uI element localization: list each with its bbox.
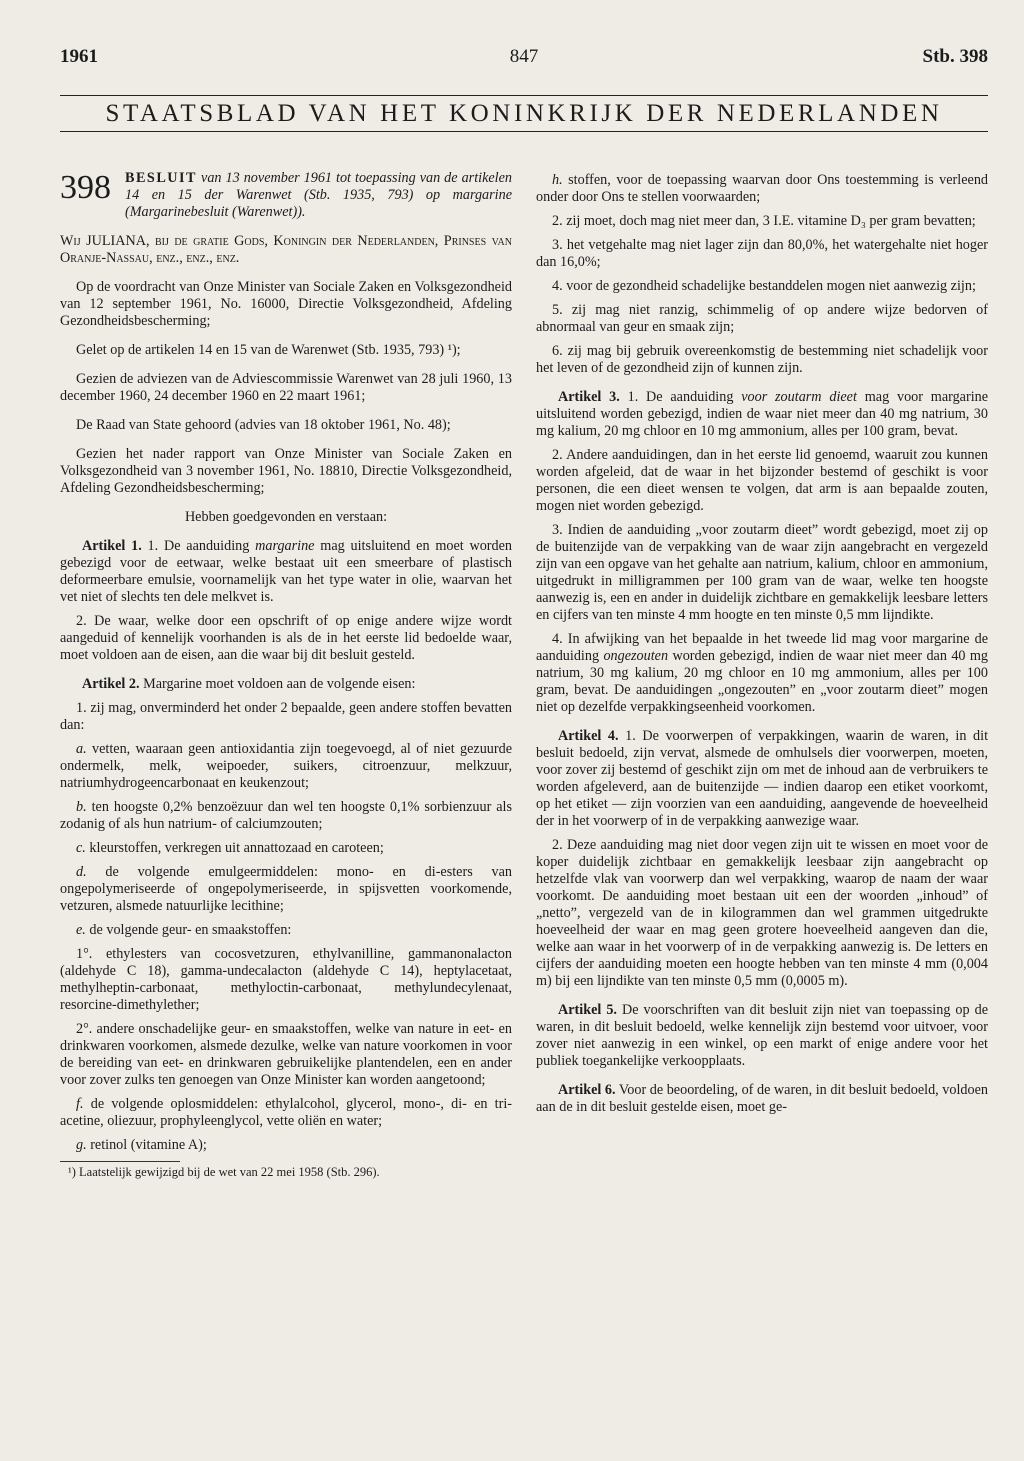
- article-2-list: [60, 700, 512, 1154]
- item-f-marker: f.: [76, 1096, 84, 1112]
- article-3-lid-4-term: ongezouten: [603, 648, 669, 664]
- royal-preamble: Wij JULIANA, bij de gratie Gods, Koningin der Nederlanden, Prinses van Oranje-Nassau, enz., enz., enz.: [60, 233, 512, 266]
- article-5-text: De voorschriften van dit besluit zijn niet van toepassing op de waren, in dit besluit bedoeld, welke kennelijk zijn bestemd voor uitvoer, voor zover niet aanwezig in een winkel, op een markt of enige andere voor het publiek toegankelijke verkoopplaats.: [536, 1002, 989, 1069]
- article-6: [536, 1082, 988, 1116]
- article-3-lid-4-post: worden gebezigd, indien de waar niet meer dan 40 mg natrium, 30 mg kalium, 20 mg chloor en 10 mg ammonium, alles per 100 gram, bevat. De aanduidingen „ongezouten” en „voor zoutarm dieet” mogen niet op dezelfde verpakkingseenheid voorkomen.: [536, 648, 989, 715]
- item-e-text: de volgende geur- en smaakstoffen:: [89, 922, 292, 938]
- article-6-text: Voor de beoordeling, of de waren, in dit besluit bedoeld, voldoen aan de in dit besluit gestelde eisen, moet ge-: [536, 1082, 988, 1115]
- article-1-text-pre: 1. De aanduiding: [147, 538, 250, 554]
- header-year: 1961: [60, 46, 98, 67]
- article-2-lid-6: 6. zij mag bij gebruik overeenkomstig de bestemming niet schadelijk voor het leven of de gezondheid zijn of kunnen zijn.: [536, 343, 988, 376]
- article-3-lid-1: [536, 389, 988, 440]
- article-2-intro: [60, 676, 512, 693]
- article-2-label: Artikel 2.: [82, 676, 140, 692]
- item-c-marker: c.: [76, 840, 86, 856]
- article-2-lid-4: 4. voor de gezondheid schadelijke bestanddelen mogen niet aanwezig zijn;: [552, 278, 976, 294]
- article-2-lid-2: 2. zij moet, doch mag niet meer dan, 3 I.E. vitamine D₃ per gram bevatten;: [552, 213, 976, 229]
- item-c-text: kleurstoffen, verkregen uit annattozaad en caroteen;: [89, 840, 384, 856]
- item-h-text: stoffen, voor de toepassing waarvan door Ons toestemming is verleend onder door Ons te stellen voorwaarden;: [536, 172, 989, 205]
- article-3-lid-2: 2. Andere aanduidingen, dan in het eerste lid genoemd, waaruit zou kunnen worden afgeleid, dat de waar in het bijzonder bestemd of geschikt is voor personen, die een dieet wensen te volgen, dat arm is aan bepaalde zouten, mogen niet worden gebezigd.: [536, 447, 988, 514]
- article-4-text: 1. De voorwerpen of verpakkingen, waarin de waren, in dit besluit bedoeld, zijn vervat, alsmede de omhulsels dier voorwerpen, moeten, voor zover zij bestemd of geschikt zijn om met de inhoud aan de verbruikers te worden afgeleverd, aan de buitenzijde — indien daarop een etiket voorkomt, op het etiket — zijn voorzien van een aanduiding, aangevende de hoeveelheid der in het voorwerp of in de verpakking aanwezige waar.: [536, 728, 989, 829]
- article-5: [536, 1002, 988, 1070]
- item-a-marker: a.: [76, 741, 87, 757]
- masthead-title: STAATSBLAD VAN HET KONINKRIJK DER NEDERLANDEN: [105, 100, 943, 127]
- article-1-label: Artikel 1.: [82, 538, 142, 554]
- item-h-marker: h.: [552, 172, 563, 188]
- left-column: [60, 170, 512, 1180]
- article-3-lid-4-pre: 4. In afwijking van het bepaalde in het tweede lid mag voor margarine de aanduiding: [536, 631, 988, 664]
- item-e-2: 2°. andere onschadelijke geur- en smaakstoffen, welke van nature in eet- en drinkwaren voorkomen, alsmede dezulke, welke van nature voorkomen in voor de bereiding van eet- en drinkwaren gebruikelijke plantendelen, een en ander voor zover zulks ten genoegen van Onze Minister kan worden aangetoond;: [60, 1021, 512, 1088]
- item-g-marker: g.: [76, 1137, 87, 1153]
- masthead-rule: [60, 131, 988, 132]
- article-4-label: Artikel 4.: [558, 728, 619, 744]
- item-e: [60, 922, 512, 939]
- header-stb-number: Stb. 398: [922, 46, 988, 67]
- article-3-lid-3: 3. Indien de aanduiding „voor zoutarm dieet” wordt gebezigd, moet zij op de buitenzijde van de verpakking van de waar zijn aangebracht en vergezeld zijn van een opgave van het gehalte aan natrium, kalium, chloor en ammonium, uitgedrukt in milligrammen per 100 gram van de waar, welke ten hoogste aanwezig is, een en ander in duidelijk zichtbare en gemakkelijk leesbare letters en cijfers van ten minste 4 mm hoogte en ten minste 0,5 mm lijndikte.: [536, 522, 988, 623]
- item-e-marker: e.: [76, 922, 86, 938]
- item-e-1: 1°. ethylesters van cocosvetzuren, ethylvanilline, gammanonalacton (aldehyde C 18), gamma-undecalacton (aldehyde C 14), heptylacetaat, methylheptin-carbonaat, methyloctin-carbonaat, methylundecylenaat, resorcine-dimethylether;: [60, 946, 512, 1013]
- decree-number: 398: [60, 170, 111, 206]
- item-b-marker: b.: [76, 799, 87, 815]
- article-3-term: voor zoutarm dieet: [741, 389, 857, 405]
- article-1-term: margarine: [255, 538, 315, 554]
- preamble-raad-van-state: De Raad van State gehoord (advies van 18 oktober 1961, No. 48);: [76, 417, 451, 433]
- item-d-text: de volgende emulgeermiddelen: mono- en di-esters van ongepolymeriseerde of ongepolymeriseerde, in spijsvetten voorkomende, vetzuren, alsmede natuurlijke lecithine;: [60, 864, 512, 914]
- article-3-lid-4: [536, 631, 988, 716]
- article-2-lid-5: 5. zij mag niet ranzig, schimmelig of op andere wijze bedorven of abnormaal van geur en smaak zijn;: [536, 302, 988, 335]
- article-5-label: Artikel 5.: [558, 1002, 617, 1018]
- preamble-gelet: Gelet op de artikelen 14 en 15 van de Warenwet (Stb. 1935, 793) ¹);: [76, 342, 461, 358]
- preamble-nader-rapport: Gezien het nader rapport van Onze Minister van Sociale Zaken en Volksgezondheid van 3 november 1961, No. 18810, Directie Volksgezondheid, Afdeling Gezondheidsbescherming;: [60, 446, 512, 496]
- item-d-marker: d.: [76, 864, 87, 880]
- item-b-text: ten hoogste 0,2% benzoëzuur dan wel ten hoogste 0,1% sorbienzuur als zodanig of als hun natrium- of calciumzouten;: [60, 799, 512, 832]
- right-column: [536, 172, 988, 1123]
- decree-title: van 13 november 1961 tot toepassing van de artikelen 14 en 15 der Warenwet (Stb. 1935, 793) op margarine (Margarinebesluit (Warenwet)).: [125, 170, 512, 220]
- article-3-text-pre: 1. De aanduiding: [627, 389, 734, 405]
- top-rule: [60, 95, 988, 96]
- item-g-text: retinol (vitamine A);: [90, 1137, 207, 1153]
- article-2-lid-1: 1. zij mag, onverminderd het onder 2 bepaalde, geen andere stoffen bevatten dan:: [60, 700, 512, 733]
- item-c: [60, 840, 512, 857]
- footnote: ¹) Laatstelijk gewijzigd bij de wet van 22 mei 1958 (Stb. 296).: [68, 1165, 380, 1179]
- footnote-rule: [60, 1161, 180, 1162]
- item-d: [60, 864, 512, 915]
- article-1-lid-2: 2. De waar, welke door een opschrift of op enige andere wijze wordt aangeduid of kennelijk voorhanden is als de in het eerste lid bedoelde waar, moet voldoen aan de eisen, aan die waar bij dit besluit gesteld.: [60, 613, 512, 663]
- preamble-adviezen: Gezien de adviezen van de Adviescommissie Warenwet van 28 juli 1960, 13 december 1960, 24 december 1960 en 22 maart 1961;: [60, 371, 512, 404]
- decree-heading: [60, 170, 512, 221]
- article-4-lid-2: 2. Deze aanduiding mag niet door vegen zijn uit te wissen en moet voor de koper duidelijk zichtbaar en gemakkelijk leesbaar zijn aangebracht op hetzelfde vlak van voorwerp dan wel verpakking, waarop de naam der waar voorkomt. De aanduiding moet bestaan uit een der woorden „inhoud” of „netto”, vergezeld van de in kilogrammen dan wel grammen uitgedrukte hoeveelheid der waar en mag geen grotere hoeveelheid aangeven dan die, welke aan waar in het voorwerp of in de verpakking aanwezig is. De letters en cijfers der aanduiding moeten een hoogte hebben van ten minste 4 mm (0,004 m) bij een lijndikte van ten minste 0,5 mm (0,0005 m).: [536, 837, 988, 989]
- item-f: [60, 1096, 512, 1130]
- article-1-text-post: mag uitsluitend en moet worden gebezigd voor de eetwaar, welke bestaat uit een smeerbare of plastisch deformeerbare emulsie, voornamelijk van het type water in olie, waarvan het vet niet of slechts ten dele melkvet is.: [60, 538, 513, 605]
- item-g: [60, 1137, 512, 1154]
- item-f-text: de volgende oplosmiddelen: ethylalcohol, glycerol, mono-, di- en tri-acetine, oliezuur, prophyleenglycol, vette oliën en water;: [60, 1096, 513, 1129]
- article-2-text: Margarine moet voldoen aan de volgende eisen:: [143, 676, 416, 692]
- item-b: [60, 799, 512, 833]
- decree-label: BESLUIT: [125, 170, 198, 186]
- article-3-text-post: mag voor margarine uitsluitend worden gebezigd, indien de waar niet meer dan 40 mg natrium, 30 mg kalium, 20 mg chloor en 10 mg ammonium, alles per 100 gram, bevat.: [536, 389, 989, 439]
- item-a: [60, 741, 512, 792]
- preamble-voordracht: Op de voordracht van Onze Minister van Sociale Zaken en Volksgezondheid van 12 september 1961, No. 16000, Directie Volksgezondheid, Afdeling Gezondheidsbescherming;: [60, 279, 512, 329]
- article-4-lid-1: [536, 728, 988, 830]
- article-6-label: Artikel 6.: [558, 1082, 616, 1098]
- header-page-number: 847: [509, 46, 539, 67]
- running-header: [60, 46, 988, 74]
- article-3-label: Artikel 3.: [558, 389, 620, 405]
- article-1-lid-1: [60, 538, 512, 606]
- item-h: [536, 172, 988, 206]
- article-2-lid-3: 3. het vetgehalte mag niet lager zijn dan 80,0%, het watergehalte niet hoger dan 16,0%;: [536, 237, 988, 270]
- item-a-text: vetten, waaraan geen antioxidantia zijn toegevoegd, al of niet gezuurde ondermelk, melk, weipoeder, suikers, citroenzuur, melkzuur, natriumhydrogeencarbonaat en keukenzout;: [60, 741, 513, 791]
- enacting-formula: Hebben goedgevonden en verstaan:: [184, 509, 388, 525]
